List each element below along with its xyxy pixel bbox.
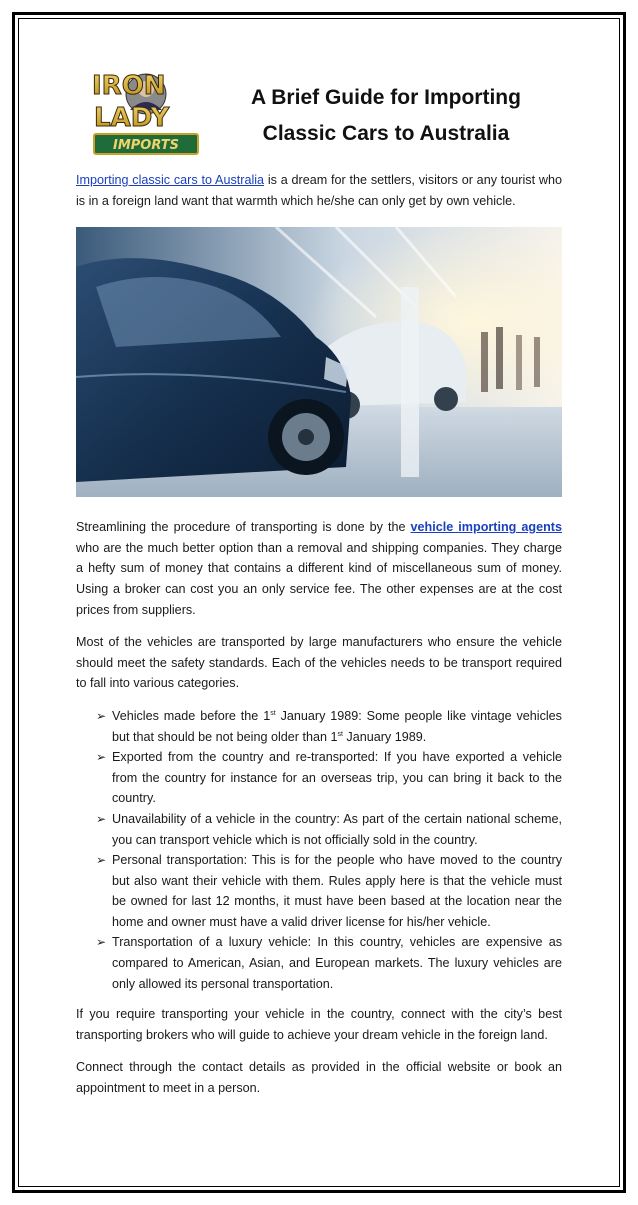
arrow-bullet-icon: ➢ — [96, 853, 107, 868]
categories-list — [76, 706, 562, 994]
list-item — [76, 747, 562, 809]
bullet-3-text: Unavailability of a vehicle in the country: As part of the certain national scheme, you can transport vehicle which is not officially sold in the country. — [112, 811, 562, 847]
agents-text-before: Streamlining the procedure of transporting is done by the — [76, 520, 411, 535]
contact-paragraph: Connect through the contact details as provided in the official website or book an appointment to meet in a person. — [76, 1060, 562, 1096]
brokers-paragraph: If you require transporting your vehicle in the country, connect with the city’s best transporting brokers who will guide to achieve your dream vehicle in the foreign land. — [76, 1007, 562, 1042]
bullet-1-text-b: January 1989: Some people like vintage vehicles but that should be not being older than 1 — [112, 708, 562, 744]
arrow-bullet-icon: ➢ — [96, 750, 107, 765]
bullet-1-superscript-1: st — [270, 709, 276, 717]
bullet-1-text-a: Vehicles made before the 1 — [112, 708, 271, 723]
car-showroom-photo — [76, 227, 562, 497]
title-line-1: A Brief Guide for Importing — [251, 86, 521, 109]
document-page — [76, 60, 562, 1111]
intro-paragraph — [76, 170, 562, 211]
arrow-bullet-icon: ➢ — [96, 811, 107, 826]
list-item — [76, 932, 562, 994]
bullet-1-text-c: January 1989. — [342, 729, 427, 744]
list-item — [76, 850, 562, 932]
logo-text-imports: IMPORTS — [112, 138, 180, 153]
title-line-2: Classic Cars to Australia — [262, 122, 510, 145]
list-item — [76, 706, 562, 747]
manufacturers-paragraph: Most of the vehicles are transported by large manufacturers who ensure the vehicle should meet the safety standards. Each of the vehicles needs to be transport required to fall into various categories. — [76, 635, 562, 691]
list-item — [76, 809, 562, 850]
arrow-bullet-icon: ➢ — [96, 708, 107, 723]
iron-lady-imports-logo — [90, 64, 202, 160]
agents-paragraph — [76, 517, 562, 620]
document-title — [214, 80, 558, 152]
bullet-2-text: Exported from the country and re-transported: If you have exported a vehicle from the country for instance for an overseas trip, you can bring it back to the country. — [112, 750, 562, 806]
header — [76, 60, 562, 170]
bullet-5-text: Transportation of a luxury vehicle: In this country, vehicles are expensive as compared to American, Asian, and European markets. The luxury vehicles are only allowed its personal transportation. — [112, 935, 562, 991]
bullet-1-superscript-2: st — [337, 730, 343, 738]
arrow-bullet-icon: ➢ — [96, 935, 107, 950]
intro-text: is a dream for the settlers, visitors or any tourist who is in a foreign land want that warmth which he/she can only get by own vehicle. — [76, 173, 562, 208]
logo-text-lady: LADY — [94, 103, 170, 133]
agents-text-after: who are the much better option than a removal and shipping companies. They charge a hefty sum of money that contains a different kind of miscellaneous sum of money. Using a broker can cost you an only service fee. The other expenses are at the cost prices from suppliers. — [76, 540, 562, 617]
importing-classic-cars-link[interactable]: Importing classic cars to Australia — [76, 173, 265, 187]
vehicle-importing-agents-link[interactable]: vehicle importing agents — [410, 520, 562, 535]
bullet-4-text: Personal transportation: This is for the people who have moved to the country but also want their vehicle with them. Rules apply here is that the vehicle must be owned for last 12 months, it must have been based at the location near the home and owner must have a valid driver license for his/her vehicle. — [112, 853, 562, 929]
logo-text-iron: IRON — [92, 71, 166, 101]
